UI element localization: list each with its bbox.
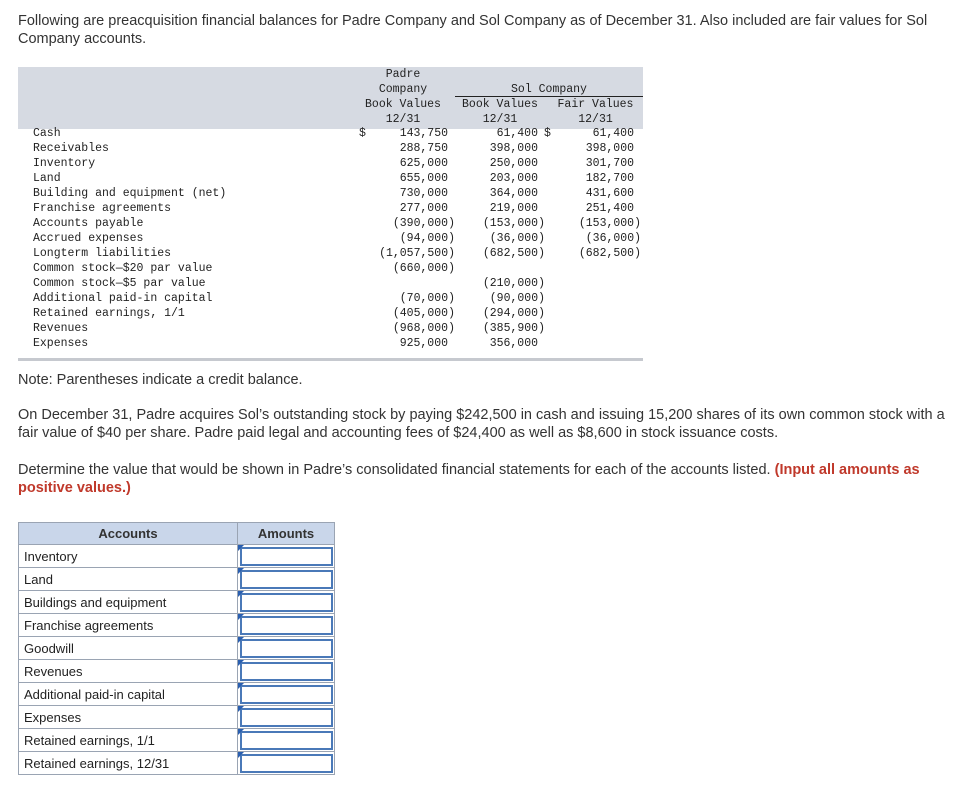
row-label: Receivables: [33, 142, 109, 155]
row-label: Expenses: [33, 337, 89, 350]
amount-cell: [238, 614, 335, 637]
dropdown-flag-icon: [238, 614, 244, 620]
sol-company-header: Sol Company: [511, 83, 587, 96]
cell-sol-book: 61,400: [496, 127, 538, 140]
cell-padre: 655,000: [399, 172, 448, 185]
instruction-text: (Input all amounts as positive values.): [18, 462, 920, 496]
cell-sol-book: (682,500): [482, 247, 545, 260]
cell-sol-fair: 182,700: [585, 172, 634, 185]
account-name: Retained earnings, 12/31: [19, 752, 238, 775]
financial-balances-table: [18, 67, 643, 361]
amount-input[interactable]: [240, 708, 333, 727]
row-label: Franchise agreements: [33, 202, 172, 215]
cell-sol-book: (90,000): [489, 292, 545, 305]
row-label: Revenues: [33, 322, 89, 335]
dropdown-flag-icon: [238, 591, 244, 597]
row-label: Common stock—$5 par value: [33, 277, 206, 290]
amount-input[interactable]: [240, 547, 333, 566]
cell-sol-fair: (36,000): [585, 232, 641, 245]
row-label: Accounts payable: [33, 217, 144, 230]
amount-input[interactable]: [240, 731, 333, 750]
dropdown-flag-icon: [238, 637, 244, 643]
answer-table: [18, 522, 335, 775]
row-label: Additional paid-in capital: [33, 292, 213, 305]
cell-sol-book: 356,000: [489, 337, 538, 350]
sol-dollar-sign: $: [544, 127, 551, 140]
dropdown-flag-icon: [238, 568, 244, 574]
amount-cell: [238, 545, 335, 568]
amount-cell: [238, 591, 335, 614]
amount-cell: [238, 706, 335, 729]
cell-padre: (968,000): [392, 322, 455, 335]
dropdown-flag-icon: [238, 683, 244, 689]
cell-padre: 730,000: [399, 187, 448, 200]
sol-fair-header-line1: Fair Values: [557, 98, 634, 111]
row-label: Longterm liabilities: [33, 247, 172, 260]
cell-sol-book: (385,900): [482, 322, 545, 335]
account-name: Revenues: [19, 660, 238, 683]
amounts-column-header: Amounts: [238, 523, 335, 545]
amount-input[interactable]: [240, 616, 333, 635]
cell-sol-fair: 431,600: [585, 187, 634, 200]
cell-sol-book: 203,000: [489, 172, 538, 185]
padre-header-line3: Book Values: [365, 98, 441, 111]
cell-padre: 925,000: [399, 337, 448, 350]
padre-header-line2: Company: [378, 83, 428, 96]
sol-fair-header-line2: 12/31: [578, 113, 613, 126]
cell-padre: (70,000): [399, 292, 455, 305]
cell-padre: (1,057,500): [379, 247, 455, 260]
determine-paragraph: [18, 461, 953, 497]
cell-padre: 625,000: [399, 157, 448, 170]
answer-row: [19, 683, 335, 706]
cell-padre: (660,000): [392, 262, 455, 275]
cell-sol-book: 364,000: [489, 187, 538, 200]
account-name: Goodwill: [19, 637, 238, 660]
dropdown-flag-icon: [238, 752, 244, 758]
account-name: Inventory: [19, 545, 238, 568]
padre-header-line4: 12/31: [385, 113, 421, 126]
answer-row: [19, 706, 335, 729]
cell-sol-book: 219,000: [489, 202, 538, 215]
account-name: Additional paid-in capital: [19, 683, 238, 706]
answer-row: [19, 729, 335, 752]
account-name: Land: [19, 568, 238, 591]
acquisition-paragraph: On December 31, Padre acquires Sol’s outstanding stock by paying $242,500 in cash and issuing 15,200 shares of its own common stock with a fair value of $40 per share. Padre paid legal and accounting fees of $24,400 as well as $8,600 in stock issuance costs.: [18, 407, 945, 441]
answer-header-row: [19, 523, 335, 545]
answer-row: [19, 660, 335, 683]
account-name: Expenses: [19, 706, 238, 729]
amount-input[interactable]: [240, 570, 333, 589]
cell-sol-fair: 398,000: [585, 142, 634, 155]
account-name: Buildings and equipment: [19, 591, 238, 614]
cell-padre: 288,750: [399, 142, 448, 155]
amount-cell: [238, 660, 335, 683]
amount-input[interactable]: [240, 685, 333, 704]
answer-row: [19, 591, 335, 614]
amount-cell: [238, 568, 335, 591]
cell-padre: (390,000): [392, 217, 455, 230]
amount-cell: [238, 637, 335, 660]
cell-padre: (405,000): [392, 307, 455, 320]
cell-sol-fair: (153,000): [578, 217, 641, 230]
row-label: Cash: [33, 127, 61, 140]
amount-input[interactable]: [240, 639, 333, 658]
answer-table-body: [19, 545, 335, 775]
cell-sol-book: 398,000: [489, 142, 538, 155]
cell-padre: (94,000): [399, 232, 455, 245]
cell-padre: 143,750: [399, 127, 448, 140]
answer-row: [19, 545, 335, 568]
cell-sol-fair: 61,400: [592, 127, 634, 140]
cell-sol-fair: 301,700: [585, 157, 634, 170]
row-label: Retained earnings, 1/1: [33, 307, 185, 320]
cell-sol-book: 250,000: [489, 157, 538, 170]
amount-input[interactable]: [240, 754, 333, 773]
dropdown-flag-icon: [238, 660, 244, 666]
accounts-column-header: Accounts: [19, 523, 238, 545]
cell-padre: 277,000: [399, 202, 448, 215]
row-label: Accrued expenses: [33, 232, 144, 245]
row-label: Common stock—$20 par value: [33, 262, 213, 275]
amount-cell: [238, 683, 335, 706]
cell-sol-book: (36,000): [489, 232, 545, 245]
row-label: Building and equipment (net): [33, 187, 227, 200]
amount-cell: [238, 729, 335, 752]
cell-sol-book: (210,000): [482, 277, 545, 290]
cell-sol-fair: 251,400: [585, 202, 634, 215]
dropdown-flag-icon: [238, 706, 244, 712]
sol-book-header-line1: Book Values: [462, 98, 538, 111]
padre-header-line1: Padre: [385, 68, 421, 81]
table-bottom-rule: [18, 358, 643, 361]
sol-book-header-line2: 12/31: [482, 113, 518, 126]
amount-input[interactable]: [240, 593, 333, 612]
padre-dollar-sign: $: [359, 127, 366, 140]
amount-cell: [238, 752, 335, 775]
cell-sol-book: (294,000): [482, 307, 545, 320]
account-name: Retained earnings, 1/1: [19, 729, 238, 752]
dropdown-flag-icon: [238, 545, 244, 551]
amount-input[interactable]: [240, 662, 333, 681]
answer-row: [19, 752, 335, 775]
note-text: Note: Parentheses indicate a credit balance.: [18, 372, 303, 388]
answer-row: [19, 568, 335, 591]
determine-text: Determine the value that would be shown in Padre’s consolidated financial statements for each of the accounts listed.: [18, 462, 771, 478]
row-label: Land: [33, 172, 61, 185]
answer-row: [19, 614, 335, 637]
row-label: Inventory: [33, 157, 96, 170]
cell-sol-book: (153,000): [482, 217, 545, 230]
dropdown-flag-icon: [238, 729, 244, 735]
cell-sol-fair: (682,500): [578, 247, 641, 260]
intro-paragraph: Following are preacquisition financial balances for Padre Company and Sol Company as of December 31. Also included are fair values for Sol Company accounts.: [18, 13, 928, 47]
answer-row: [19, 637, 335, 660]
account-name: Franchise agreements: [19, 614, 238, 637]
